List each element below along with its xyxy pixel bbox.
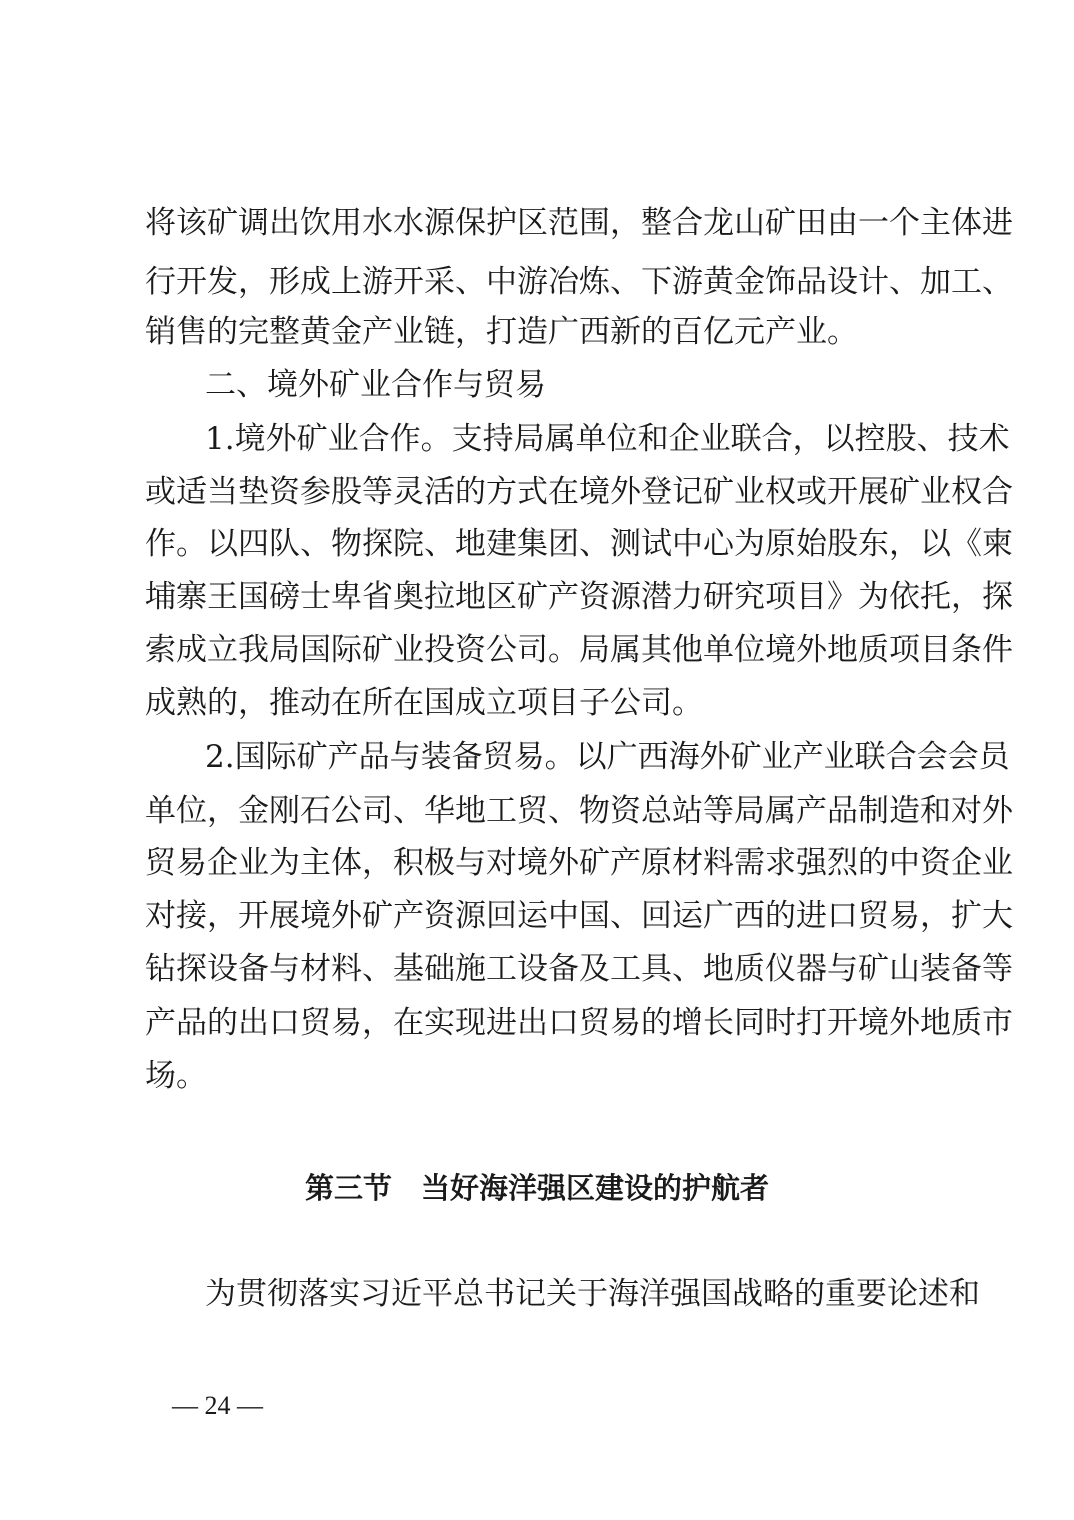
paragraph-line: 1.境外矿业合作。支持局属单位和企业联合，以控股、技术	[205, 421, 1010, 457]
paragraph-line: 将该矿调出饮用水水源保护区范围，整合龙山矿田由一个主体进	[145, 205, 1013, 241]
paragraph-line: 单位，金刚石公司、华地工贸、物资总站等局属产品制造和对外	[145, 793, 1013, 829]
paragraph-line: 为贯彻落实习近平总书记关于海洋强国战略的重要论述和	[205, 1276, 980, 1312]
page-number: — 24 —	[172, 1391, 263, 1420]
paragraph-line: 贸易企业为主体，积极与对境外矿产原材料需求强烈的中资企业	[145, 845, 1013, 881]
paragraph-line: 作。以四队、物探院、地建集团、测试中心为原始股东，以《柬	[145, 526, 1013, 562]
paragraph-line: 钻探设备与材料、基础施工设备及工具、地质仪器与矿山装备等	[145, 951, 1013, 987]
paragraph-line: 索成立我局国际矿业投资公司。局属其他单位境外地质项目条件	[145, 632, 1013, 668]
paragraph-line: 销售的完整黄金产业链，打造广西新的百亿元产业。	[145, 314, 858, 350]
paragraph-line: 对接，开展境外矿产资源回运中国、回运广西的进口贸易，扩大	[145, 898, 1013, 934]
paragraph-line: 行开发，形成上游开采、中游冶炼、下游黄金饰品设计、加工、	[145, 264, 1013, 300]
paragraph-line: 成熟的，推动在所在国成立项目子公司。	[145, 685, 703, 721]
subheading: 二、境外矿业合作与贸易	[205, 367, 546, 403]
paragraph-line: 产品的出口贸易，在实现进出口贸易的增长同时打开境外地质市	[145, 1005, 1013, 1041]
section-title: 第三节 当好海洋强区建设的护航者	[304, 1171, 769, 1205]
paragraph-line: 场。	[145, 1058, 207, 1094]
paragraph-line: 或适当垫资参股等灵活的方式在境外登记矿业权或开展矿业权合	[145, 474, 1013, 510]
paragraph-line: 埔寨王国磅士卑省奥拉地区矿产资源潜力研究项目》为依托，探	[145, 579, 1013, 615]
paragraph-line: 2.国际矿产品与装备贸易。以广西海外矿业产业联合会会员	[205, 739, 1010, 775]
